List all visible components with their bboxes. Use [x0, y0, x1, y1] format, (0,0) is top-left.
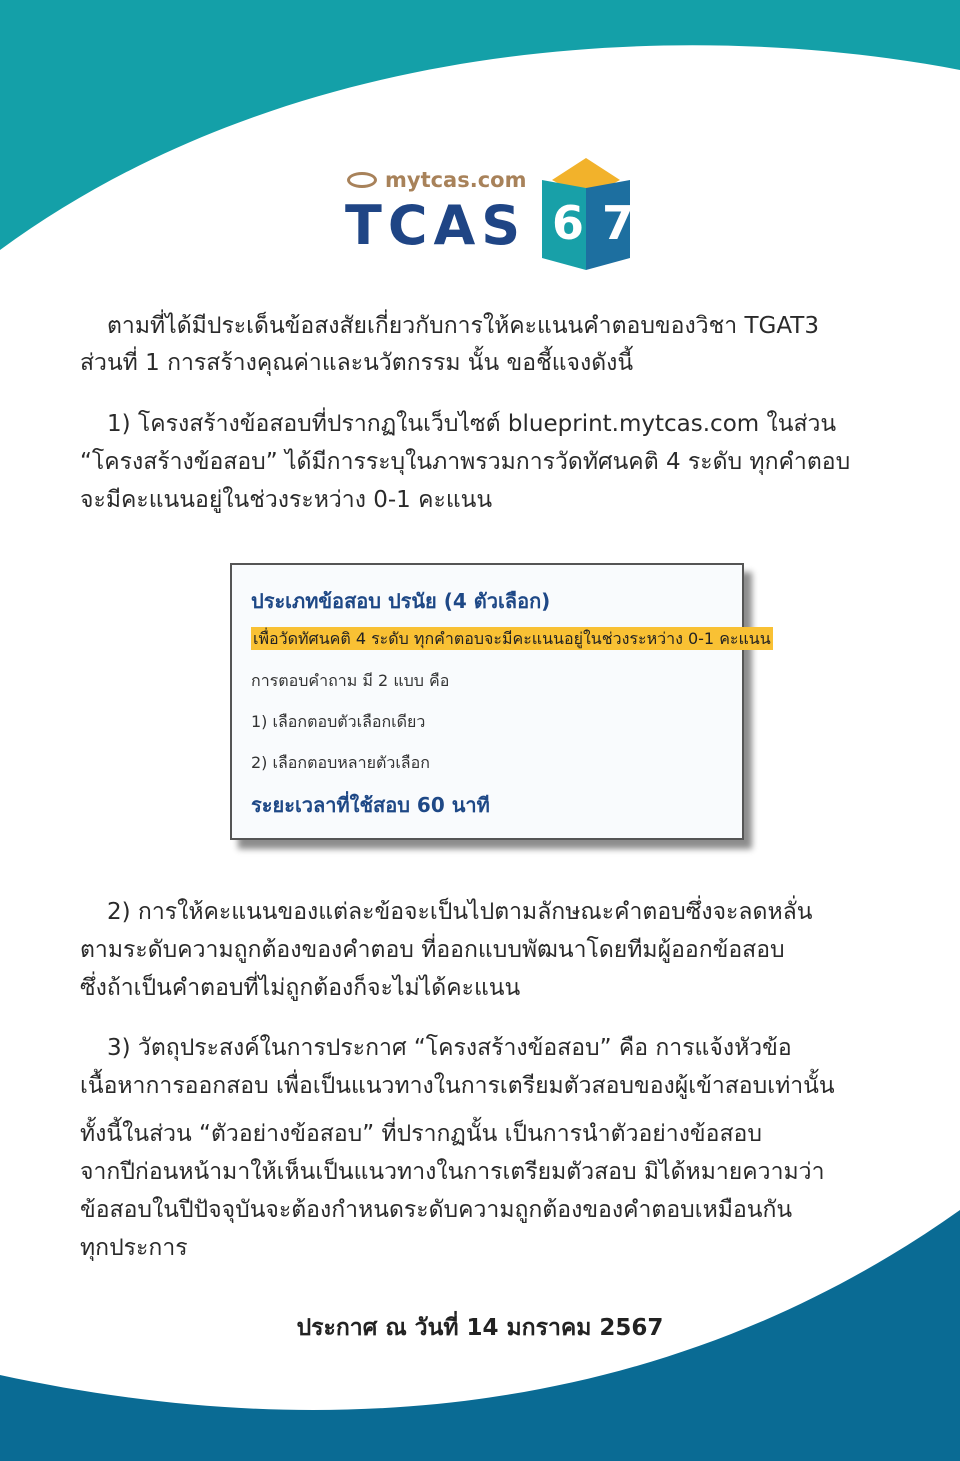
text-line: จากปีก่อนหน้ามาให้เห็นเป็นแนวทางในการเตรียมตัวสอบ มิได้หมายความว่า	[80, 1159, 825, 1185]
text-line: 1) โครงสร้างข้อสอบที่ปรากฏในเว็บไซต์ blueprint.mytcas.com ในส่วน	[107, 411, 837, 437]
text-line: “โครงสร้างข้อสอบ” ได้มีการระบุในภาพรวมการวัดทัศนคติ 4 ระดับ ทุกคำตอบ	[80, 449, 851, 475]
logo-year: 67	[552, 196, 653, 250]
mytcas-globe-icon	[347, 172, 377, 188]
announcement-date: ประกาศ ณ วันที่ 14 มกราคม 2567	[296, 1315, 664, 1341]
tcas67-logo	[345, 158, 653, 270]
excerpt-answer-types: การตอบคำถาม มี 2 แบบ คือ	[251, 671, 450, 690]
excerpt-highlight: เพื่อวัดทัศนคติ 4 ระดับ ทุกคำตอบจะมีคะแนนอยู่ในช่วงระหว่าง 0-1 คะแนน	[253, 629, 771, 648]
excerpt-option-1: 1) เลือกตอบตัวเลือกเดียว	[251, 712, 426, 731]
text-line: ทั้งนี้ในส่วน “ตัวอย่างข้อสอบ” ที่ปรากฏนั้น เป็นการนำตัวอย่างข้อสอบ	[80, 1121, 762, 1147]
text-line: 3) วัตถุประสงค์ในการประกาศ “โครงสร้างข้อสอบ” คือ การแจ้งหัวข้อ	[107, 1035, 792, 1061]
excerpt-duration: ระยะเวลาที่ใช้สอบ 60 นาที	[251, 793, 490, 817]
text-line: 2) การให้คะแนนของแต่ละข้อจะเป็นไปตามลักษณะคำตอบซึ่งจะลดหลั่น	[107, 899, 813, 925]
text-line: เนื้อหาการออกสอบ เพื่อเป็นแนวทางในการเตรียมตัวสอบของผู้เข้าสอบเท่านั้น	[80, 1073, 835, 1099]
logo-site: mytcas.com	[385, 168, 527, 192]
text-line: ทุกประการ	[80, 1235, 188, 1261]
text-line: ตามที่ได้มีประเด็นข้อสงสัยเกี่ยวกับการให้คะแนนคำตอบของวิชา TGAT3	[107, 313, 819, 339]
text-line: ซึ่งถ้าเป็นคำตอบที่ไม่ถูกต้องก็จะไม่ได้คะแนน	[80, 975, 521, 1001]
text-line: ข้อสอบในปีปัจจุบันจะต้องกำหนดระดับความถูกต้องของคำตอบเหมือนกัน	[80, 1197, 793, 1223]
excerpt-option-2: 2) เลือกตอบหลายตัวเลือก	[251, 753, 430, 772]
text-line: ตามระดับความถูกต้องของคำตอบ ที่ออกแบบพัฒนาโดยทีมผู้ออกข้อสอบ	[80, 937, 785, 963]
text-line: จะมีคะแนนอยู่ในช่วงระหว่าง 0-1 คะแนน	[80, 487, 493, 513]
blueprint-excerpt	[230, 563, 771, 840]
logo-brand: TCAS	[345, 194, 527, 257]
excerpt-title: ประเภทข้อสอบ ปรนัย (4 ตัวเลือก)	[251, 589, 551, 613]
text-line: ส่วนที่ 1 การสร้างคุณค่าและนวัตกรรม นั้น ขอชี้แจงดังนี้	[80, 350, 634, 376]
